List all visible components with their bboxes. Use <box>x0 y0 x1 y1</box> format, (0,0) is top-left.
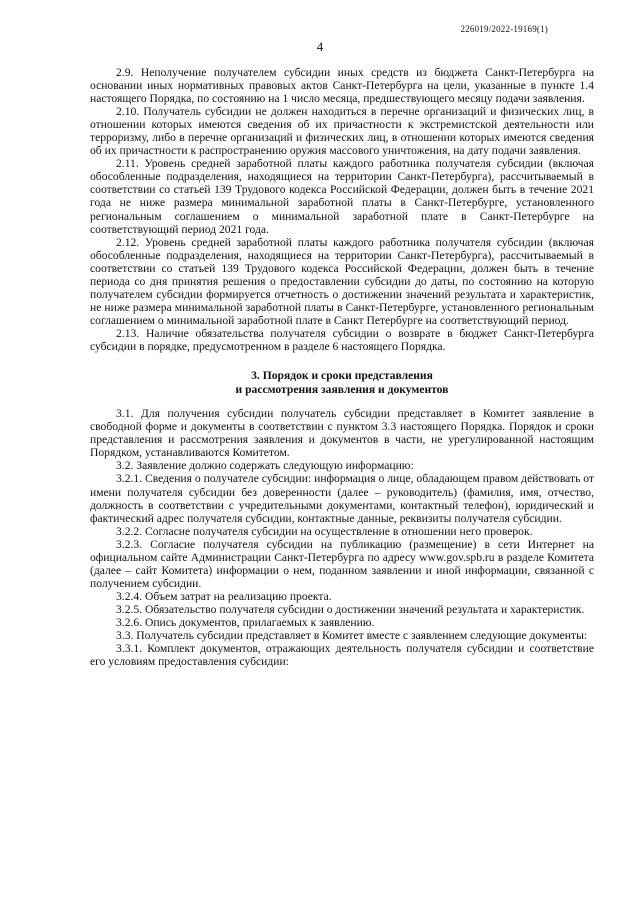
page-number: 4 <box>316 39 324 54</box>
section-heading-line-2: и рассмотрения заявления и документов <box>235 382 449 396</box>
paragraph-3-2-3: 3.2.3. Согласие получателя субсидии на публикацию (размещение) в сети Интернет на официальном сайте Администрации Санкт-Петербурга по адресу www.gov.spb.ru в разделе Комитета (далее – сайт Комитета) информации о нем, поданном заявлении и иной информации, связанной с получением субсидии. <box>90 537 594 590</box>
section-heading-line-1: 3. Порядок и сроки представления <box>251 369 433 383</box>
document-number: 226019/2022-19169(1) <box>460 24 548 34</box>
paragraph-2-9: 2.9. Неполучение получателем субсидии иных средств из бюджета Санкт-Петербурга на основании иных нормативных правовых актов Санкт-Петербурга на цели, указанные в пункте 1.4 настоящего Порядка, по состоянию на 1 число месяца, предшествующего месяцу подачи заявления. <box>90 66 594 106</box>
paragraph-3-2-5: 3.2.5. Обязательство получателя субсидии о достижении значений результата и характеристик. <box>116 602 585 616</box>
paragraph-3-1: 3.1. Для получения субсидии получатель субсидии представляет в Комитет заявление в свободной форме и документы в соответствии с пунктом 3.3 настоящего Порядка. Порядок и сроки представления и рассмотрения заявления и документов в части, не урегулированной настоящим Порядком, устанавливаются Комитетом. <box>90 407 594 460</box>
paragraph-2-12: 2.12. Уровень средней заработной платы каждого работника получателя субсидии (включая обособленные подразделения, находящиеся на территории Санкт-Петербурга), рассчитываемый в соответствии со статьей 139 Трудового кодекса Российской Федерации, должен быть в течение периода со дня принятия решения о предоставлении субсидии до даты, по состоянию на которую получателем субсидии формируется отчетность о достижении значений результата и характеристик, не ниже размера минимальной заработной платы в Санкт-Петербурге, установленного региональным соглашением о минимальной заработной плате в Санкт Петербурге на соответствующий период. <box>90 235 594 327</box>
section-heading <box>90 369 594 396</box>
paragraph-3-3-1: 3.3.1. Комплект документов, отражающих деятельность получателя субсидии и соответствие его условиям предоставления субсидии: <box>90 642 594 669</box>
paragraph-3-2-2: 3.2.2. Согласие получателя субсидии на осуществление в отношении него проверок. <box>116 524 533 538</box>
paragraph-2-11: 2.11. Уровень средней заработной платы каждого работника получателя субсидии (включая обособленные подразделения, находящиеся на территории Санкт-Петербурга), рассчитываемый в соответствии со статьей 139 Трудового кодекса Российской Федерации, должен быть в течение 2021 года не ниже размера минимальной заработной платы в Санкт-Петербурге, установленного региональным соглашением о минимальной заработной плате в Санкт-Петербурге на соответствующий период 2021 года. <box>90 157 594 236</box>
paragraph-3-2: 3.2. Заявление должно содержать следующую информацию: <box>116 459 414 473</box>
paragraph-3-2-4: 3.2.4. Объем затрат на реализацию проекта. <box>116 589 332 603</box>
paragraph-3-2-6: 3.2.6. Опись документов, прилагаемых к заявлению. <box>116 615 375 629</box>
paragraph-3-3: 3.3. Получатель субсидии представляет в Комитет вместе с заявлением следующие документы: <box>116 629 588 643</box>
paragraph-3-2-1: 3.2.1. Сведения о получателе субсидии: информация о лице, обладающем правом действовать от имени получателя субсидии без доверенности (далее – руководитель) (фамилия, имя, отчество, должность в соответствии с учредительными документами, контактный телефон), юридический и фактический адрес получателя субсидии, контактные данные, реквизиты получателя субсидии. <box>90 472 594 525</box>
paragraph-2-13: 2.13. Наличие обязательства получателя субсидии о возврате в бюджет Санкт-Петербурга субсидии в порядке, предусмотренном в разделе 6 настоящего Порядка. <box>90 326 594 353</box>
document-body <box>90 66 594 668</box>
paragraph-2-10: 2.10. Получатель субсидии не должен находиться в перечне организаций и физических лиц, в отношении которых имеются сведения об их причастности к экстремистской деятельности или терроризму, либо в перечне организаций и физических лиц, в отношении которых имеются сведения об их причастности к распространению оружия массового уничтожения, на дату подачи заявления. <box>90 105 594 158</box>
